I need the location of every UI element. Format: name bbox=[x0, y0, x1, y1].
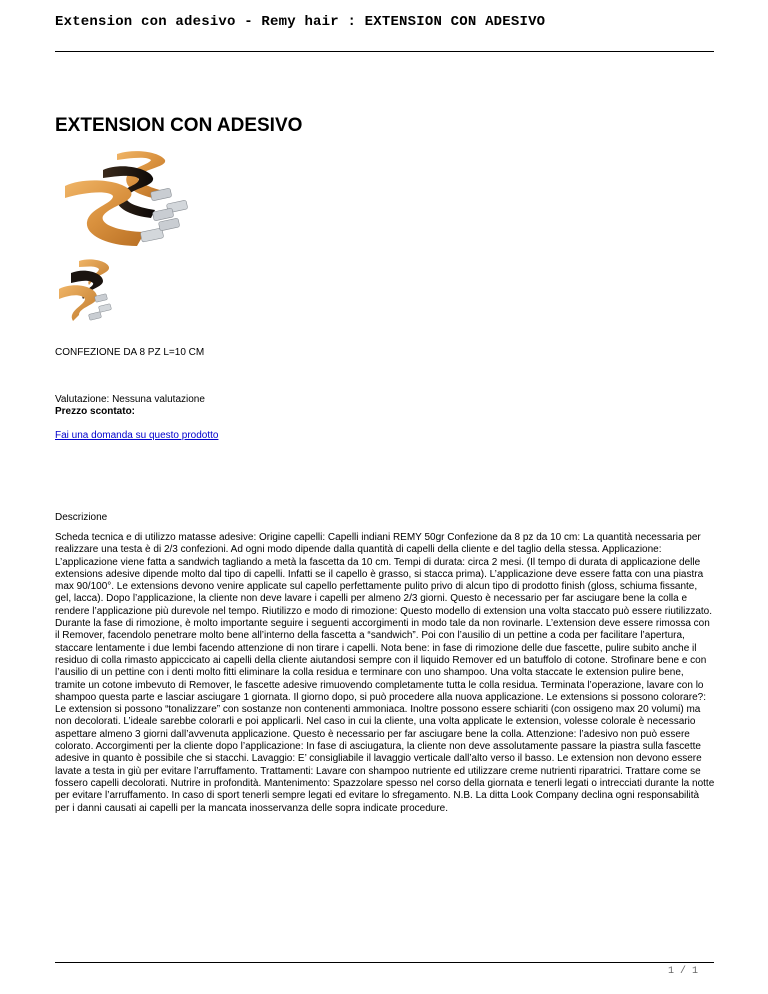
footer-divider bbox=[55, 962, 714, 963]
description-heading: Descrizione bbox=[55, 512, 108, 523]
price-label: Prezzo scontato: bbox=[55, 406, 136, 417]
package-info: CONFEZIONE DA 8 PZ L=10 CM bbox=[55, 347, 205, 358]
hair-extension-large-image bbox=[55, 146, 210, 251]
product-title: EXTENSION CON ADESIVO bbox=[55, 115, 303, 136]
header-divider bbox=[55, 51, 714, 52]
document-header: Extension con adesivo - Remy hair : EXTENSION CON ADESIVO bbox=[55, 14, 546, 30]
page-number: 1 / 1 bbox=[667, 966, 698, 977]
description-body: Scheda tecnica e di utilizzo matasse adesive: Origine capelli: Capelli indiani REMY 50gr Confezione da 8 pz da 10 cm: La quantità necessaria per realizzare una testa è di 2/3 confezioni. Ad ogni modo dipende dalla quantità di capelli della cliente e del taglio della stessa. Applicazione: L’applicazione viene fatta a sandwich tagliando a metà la fascetta da 10 cm. Tempi di durata: circa 2 mesi. (Il tempo di durata di applicazione delle extensions adesive dipende molto dal tipo di capelli. Infatti se il capello è grasso, si stacca prima). L’applicazione deve essere fatta con una piastra max 90/100°. Le extensions devono venire applicate sul capello perfettamente pulito privo di alcun tipo di prodotto finish (gloss, schiuma fissante, gel, lacca). Dopo l’applicazione, la cliente non deve lavare i capelli per almeno 2/3 giorni. Questo è necessario per far asciugare bene la colla e rendere l’applicazione più durevole nel tempo. Riutilizzo e modo di rimozione: Questo modello di extension una volta staccato può essere riutilizzato. Durante la fase di rimozione, è molto importante seguire i seguenti accorgimenti in modo tale da non rovinarle. L’extension deve essere rimossa con il Remover, facendolo penetrare molto bene all’interno della fascetta a “sandwich”. Poi con l’ausilio di un pettine a coda per facilitare l’apertura, staccare lentamente i due lembi facendo attenzione di non tirare i capelli. Nota bene: in fase di rimozione delle due fascette, pulire subito anche il residuo di colla rimasto appiccicato ai capelli della cliente aiutandosi sempre con il liquido Remover ed un batuffolo di cotone. Strofinare bene e con l’ausilio di un pettine con i denti molto fitti eliminare la colla residua e terminare con uno shampoo. Una volta staccate le extension pulire bene, tramite un cotone imbevuto di Remover, le fascette adesive rimuovendo completamente tutta le colla residua. Terminata l’operazione, lavare con lo shampoo questa parte e lasciar asciugare 1 giornata. Il giorno dopo, si può procedere alla nuova applicazione. Le extensions si possono colorare?: Le extension si possono “tonalizzare” con sostanze non contenenti ammoniaca. Inoltre possono essere schiariti (con ossigeno max 20 volumi) ma non decolorati. L’ideale sarebbe colorarli e poi applicarli. Nel caso in cui la cliente, una volta applicate le extension, volesse colorale è necessario aspettare almeno 3 giorni dall’avvenuta applicazione. Questo è necessario per far asciugare bene la colla. Attenzione: l’adesivo non può essere colorato. Accorgimenti per la cliente dopo l’applicazione: In fase di asciugatura, la cliente non deve assolutamente passare la piastra sulla fascette adesive in quanto è possibile che si stacchi. Lavaggio: E’ consigliabile il lavaggio verticale dall’alto verso il basso. Le extension non devono essere lavate a testa in giù per evitare l’arruffamento. Trattamenti: Lavare con shampoo nutriente ed utilizzare creme nutrienti riparatrici. Trattare come se fossero capelli decolorati. Nutrire in profondità. Mantenimento: Spazzolare spesso nel corso della giornata e tenerli legati o intrecciati durante la notte per evitare l’arruffamento. In caso di sport tenerli sempre legati ed evitare lo sfregamento. N.B. La ditta Look Company declina ogni responsabilità per i danni causati ai capelli per la mancata inosservanza delle sopra indicate procedure. bbox=[55, 532, 715, 814]
hair-extension-small-image bbox=[55, 255, 123, 325]
ask-question-link[interactable]: Fai una domanda su questo prodotto bbox=[55, 430, 219, 441]
rating-text: Valutazione: Nessuna valutazione bbox=[55, 394, 205, 405]
